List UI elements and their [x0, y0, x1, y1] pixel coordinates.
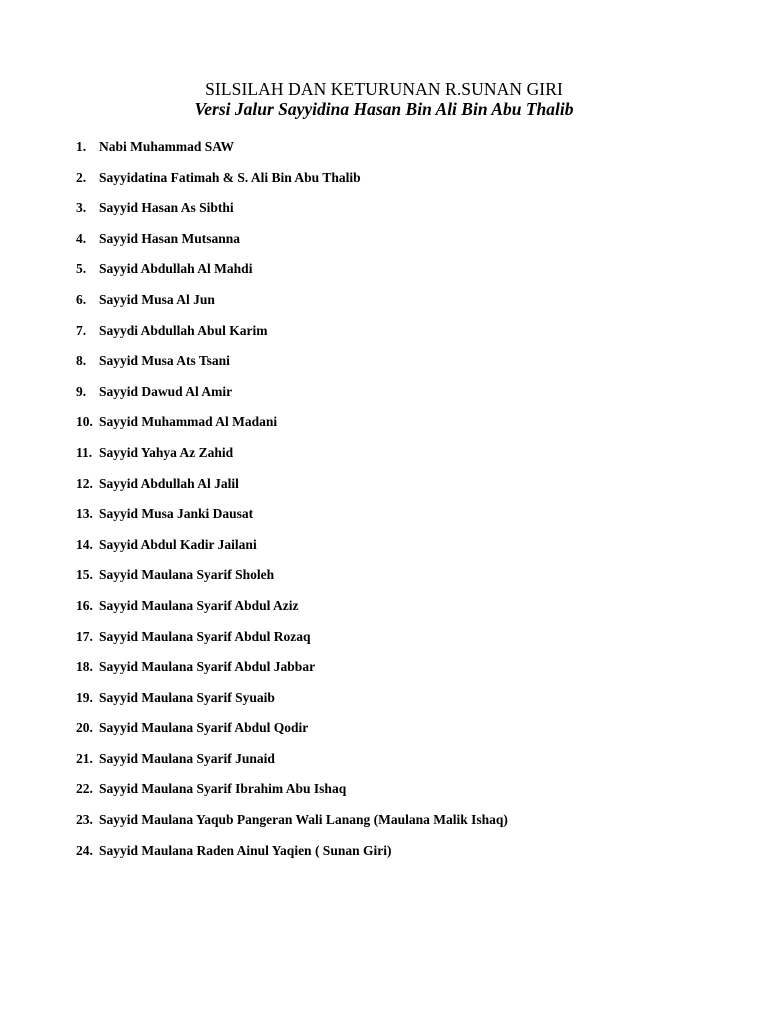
lineage-item-number: 9.: [76, 383, 87, 399]
lineage-item: [76, 168, 508, 199]
document-subtitle: Versi Jalur Sayyidina Hasan Bin Ali Bin Abu Thalib: [194, 99, 574, 119]
lineage-item-text: Sayyid Maulana Syarif Abdul Qodir: [99, 720, 309, 736]
lineage-item-text: Nabi Muhammad SAW: [99, 139, 235, 154]
lineage-item-text: Sayyid Dawud Al Amir: [99, 383, 233, 399]
lineage-item: [76, 321, 508, 352]
lineage-item: [76, 259, 508, 290]
lineage-item-number: 20.: [76, 720, 93, 736]
lineage-item: [76, 351, 508, 382]
lineage-item: [76, 412, 508, 443]
lineage-item-text: Sayyid Musa Al Jun: [99, 291, 215, 307]
lineage-item-number: 24.: [76, 842, 93, 858]
lineage-item: [76, 229, 508, 260]
lineage-item-number: 21.: [76, 750, 93, 766]
lineage-item-number: 6.: [76, 291, 87, 307]
lineage-item-number: 11.: [76, 444, 93, 460]
lineage-item: [76, 382, 508, 413]
lineage-item-number: 19.: [76, 689, 93, 705]
lineage-item-number: 8.: [76, 353, 87, 369]
lineage-item: [76, 779, 508, 810]
lineage-item-number: 22.: [76, 781, 93, 797]
lineage-item-text: Sayyid Muhammad Al Madani: [99, 414, 278, 430]
lineage-item-number: 7.: [76, 322, 87, 338]
lineage-list: [76, 137, 508, 871]
lineage-item: [76, 627, 508, 658]
lineage-item-text: Sayyid Maulana Yaqub Pangeran Wali Lanang (Maulana Malik Ishaq): [99, 812, 508, 828]
lineage-item: [76, 504, 508, 535]
lineage-item: [76, 688, 508, 719]
lineage-item: [76, 657, 508, 688]
lineage-item-number: 16.: [76, 597, 93, 613]
lineage-item-number: 17.: [76, 628, 93, 644]
document-title: SILSILAH DAN KETURUNAN R.SUNAN GIRI: [205, 79, 563, 99]
lineage-item-text: Sayyidatina Fatimah & S. Ali Bin Abu Thalib: [99, 169, 361, 185]
lineage-item: [76, 565, 508, 596]
lineage-item: [76, 718, 508, 749]
lineage-item-text: Sayyid Maulana Syarif Junaid: [99, 750, 275, 766]
lineage-item-text: Sayydi Abdullah Abul Karim: [99, 322, 268, 338]
lineage-item-number: 3.: [76, 200, 87, 216]
lineage-item-number: 2.: [76, 169, 87, 185]
lineage-item-text: Sayyid Abdul Kadir Jailani: [99, 536, 257, 552]
lineage-item-number: 15.: [76, 567, 93, 583]
lineage-item: [76, 535, 508, 566]
lineage-item-text: Sayyid Musa Ats Tsani: [99, 353, 230, 369]
lineage-item-text: Sayyid Maulana Syarif Syuaib: [99, 689, 275, 705]
lineage-item-text: Sayyid Abdullah Al Jalil: [99, 475, 239, 491]
lineage-item-text: Sayyid Maulana Syarif Abdul Aziz: [99, 597, 299, 613]
lineage-item-number: 10.: [76, 414, 93, 430]
lineage-item-number: 1.: [76, 139, 87, 154]
lineage-item: [76, 474, 508, 505]
lineage-item-number: 18.: [76, 659, 93, 675]
lineage-item-text: Sayyid Maulana Syarif Sholeh: [99, 567, 275, 583]
title-block: [0, 79, 768, 119]
lineage-item-text: Sayyid Maulana Raden Ainul Yaqien ( Sunan Giri): [99, 842, 392, 858]
lineage-item-number: 14.: [76, 536, 93, 552]
lineage-item-text: Sayyid Maulana Syarif Ibrahim Abu Ishaq: [99, 781, 347, 797]
lineage-item-text: Sayyid Maulana Syarif Abdul Jabbar: [99, 659, 316, 675]
lineage-item-text: Sayyid Abdullah Al Mahdi: [99, 261, 253, 277]
lineage-item: [76, 810, 508, 841]
lineage-item-text: Sayyid Musa Janki Dausat: [99, 506, 254, 522]
lineage-item: [76, 841, 508, 872]
lineage-item-text: Sayyid Hasan As Sibthi: [99, 200, 234, 216]
lineage-item: [76, 749, 508, 780]
lineage-item-number: 13.: [76, 506, 93, 522]
lineage-item-number: 4.: [76, 230, 87, 246]
lineage-item: [76, 596, 508, 627]
lineage-item-number: 5.: [76, 261, 87, 277]
lineage-item: [76, 443, 508, 474]
lineage-item-number: 12.: [76, 475, 93, 491]
lineage-item: [76, 137, 508, 168]
lineage-item-text: Sayyid Yahya Az Zahid: [99, 444, 234, 460]
lineage-item-text: Sayyid Maulana Syarif Abdul Rozaq: [99, 628, 311, 644]
lineage-item-text: Sayyid Hasan Mutsanna: [99, 230, 241, 246]
lineage-item-number: 23.: [76, 812, 93, 828]
lineage-item: [76, 290, 508, 321]
lineage-item: [76, 198, 508, 229]
